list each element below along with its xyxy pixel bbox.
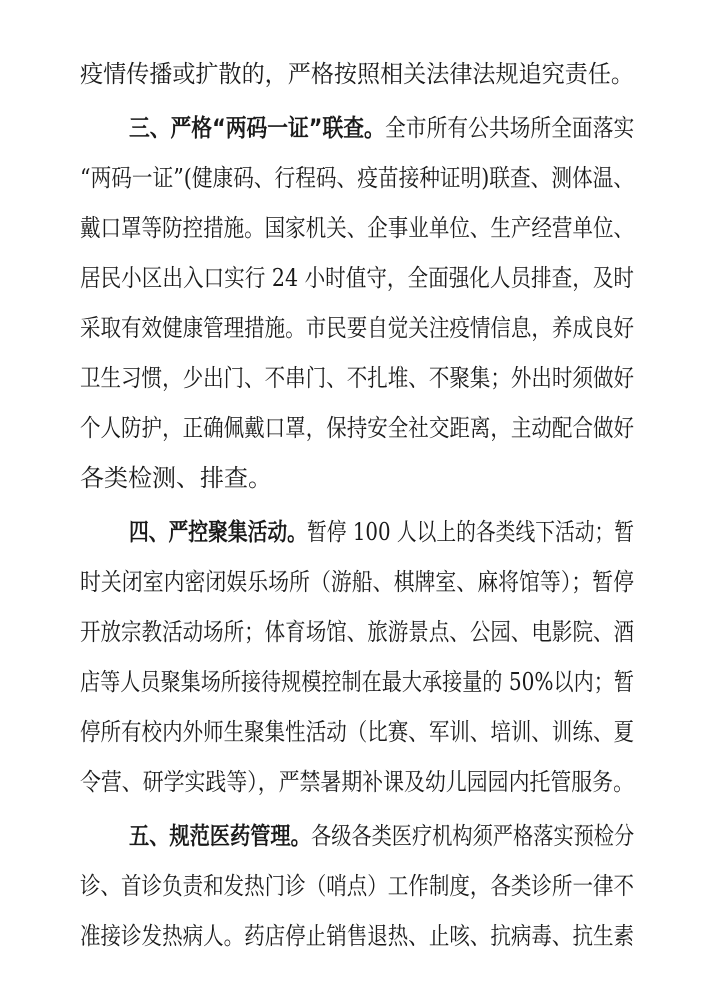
body-text: 各级各类医疗机构须严格落实预检分 xyxy=(310,822,634,850)
body-text: 全市所有公共场所全面落实 xyxy=(384,114,634,142)
section-heading-3: 三、严格“两码一证”联查。 xyxy=(129,114,385,142)
section-heading-line xyxy=(0,104,714,152)
body-text: 卫生习惯，少出门、不串门、不扎堆、不聚集；外出时须做好 xyxy=(80,364,634,392)
body-text: 采取有效健康管理措施。市民要自觉关注疫情信息，养成良好 xyxy=(80,314,634,342)
body-text: 各类检测、排查。 xyxy=(80,464,272,492)
body-text: 暂停 100 人以上的各类线下活动；暂 xyxy=(306,518,634,546)
paragraph-line xyxy=(0,558,714,606)
paragraph-line xyxy=(0,658,714,706)
paragraph-line xyxy=(0,304,714,352)
body-text: 个人防护，正确佩戴口罩，保持安全社交距离，主动配合做好 xyxy=(80,414,634,442)
body-text: 诊、首诊负责和发热门诊（哨点）工作制度，各类诊所一律不 xyxy=(80,872,634,900)
body-text: 时关闭室内密闭娱乐场所（游船、棋牌室、麻将馆等）；暂停 xyxy=(80,568,634,596)
body-text: 停所有校内外师生聚集性活动（比赛、军训、培训、训练、夏 xyxy=(80,718,634,746)
paragraph-line xyxy=(0,404,714,452)
section-heading-5: 五、规范医药管理。 xyxy=(129,822,311,850)
section-heading-line xyxy=(0,812,714,860)
body-text: “两码一证”(健康码、行程码、疫苗接种证明)联查、测体温、 xyxy=(80,164,634,192)
paragraph-line xyxy=(0,50,714,98)
paragraph-line xyxy=(0,912,714,960)
section-heading-line xyxy=(0,508,714,556)
body-text: 令营、研学实践等），严禁暑期补课及幼儿园园内托管服务。 xyxy=(80,768,634,796)
body-text: 开放宗教活动场所；体育场馆、旅游景点、公园、电影院、酒 xyxy=(80,618,634,646)
body-text: 戴口罩等防控措施。国家机关、企事业单位、生产经营单位、 xyxy=(80,214,634,242)
section-heading-4: 四、严控聚集活动。 xyxy=(129,518,307,546)
body-text: 准接诊发热病人。药店停止销售退热、止咳、抗病毒、抗生素 xyxy=(80,922,634,950)
body-text: 疫情传播或扩散的，严格按照相关法律法规追究责任。 xyxy=(80,60,634,88)
body-text: 店等人员聚集场所接待规模控制在最大承接量的 50%以内；暂 xyxy=(80,668,634,696)
paragraph-line xyxy=(0,154,714,202)
paragraph-line xyxy=(0,354,714,402)
paragraph-line xyxy=(0,758,714,806)
paragraph-line xyxy=(0,454,714,502)
body-text: 居民小区出入口实行 24 小时值守，全面强化人员排查，及时 xyxy=(80,264,634,292)
paragraph-line xyxy=(0,254,714,302)
paragraph-line xyxy=(0,862,714,910)
paragraph-line xyxy=(0,608,714,656)
paragraph-line xyxy=(0,708,714,756)
paragraph-line xyxy=(0,204,714,252)
